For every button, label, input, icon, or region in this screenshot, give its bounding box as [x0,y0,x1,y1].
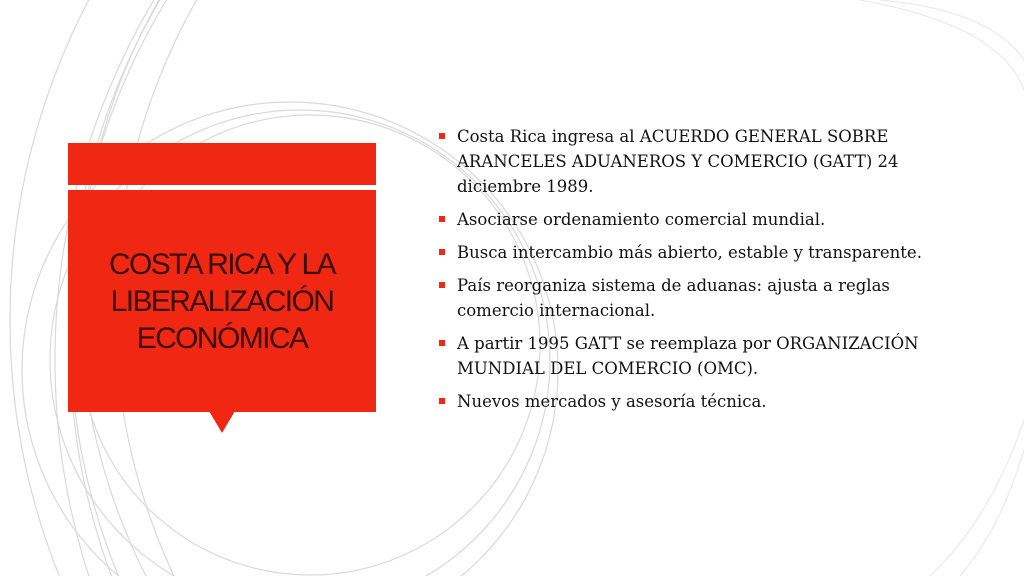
list-item [434,331,954,381]
list-item [434,273,954,323]
title-box [68,190,376,412]
title-box-pointer [209,411,235,433]
list-item [434,124,954,199]
bullet-text: Asociarse ordenamiento comercial mundial. [457,210,826,229]
bullet-text: A partir 1995 GATT se reemplaza por ORGANIZACIÓN MUNDIAL DEL COMERCIO (OMC). [457,334,919,378]
bullet-text: Nuevos mercados y asesoría técnica. [457,392,767,411]
list-item [434,240,954,265]
square-bullet-icon [439,249,445,255]
square-bullet-icon [439,340,445,346]
list-item [434,389,954,414]
accent-strip [68,143,376,185]
slide-title: COSTA RICA Y LA LIBERALIZACIÓN ECONÓMICA [108,247,336,355]
bullet-text: Busca intercambio más abierto, estable y transparente. [457,243,922,262]
square-bullet-icon [439,133,445,139]
bullet-list [434,124,954,422]
square-bullet-icon [439,398,445,404]
bullet-text: Costa Rica ingresa al ACUERDO GENERAL SOBRE ARANCELES ADUANEROS Y COMERCIO (GATT) 24 diciembre 1989. [457,127,899,196]
square-bullet-icon [439,282,445,288]
list-item [434,207,954,232]
bullet-text: País reorganiza sistema de aduanas: ajusta a reglas comercio internacional. [457,276,890,320]
square-bullet-icon [439,216,445,222]
